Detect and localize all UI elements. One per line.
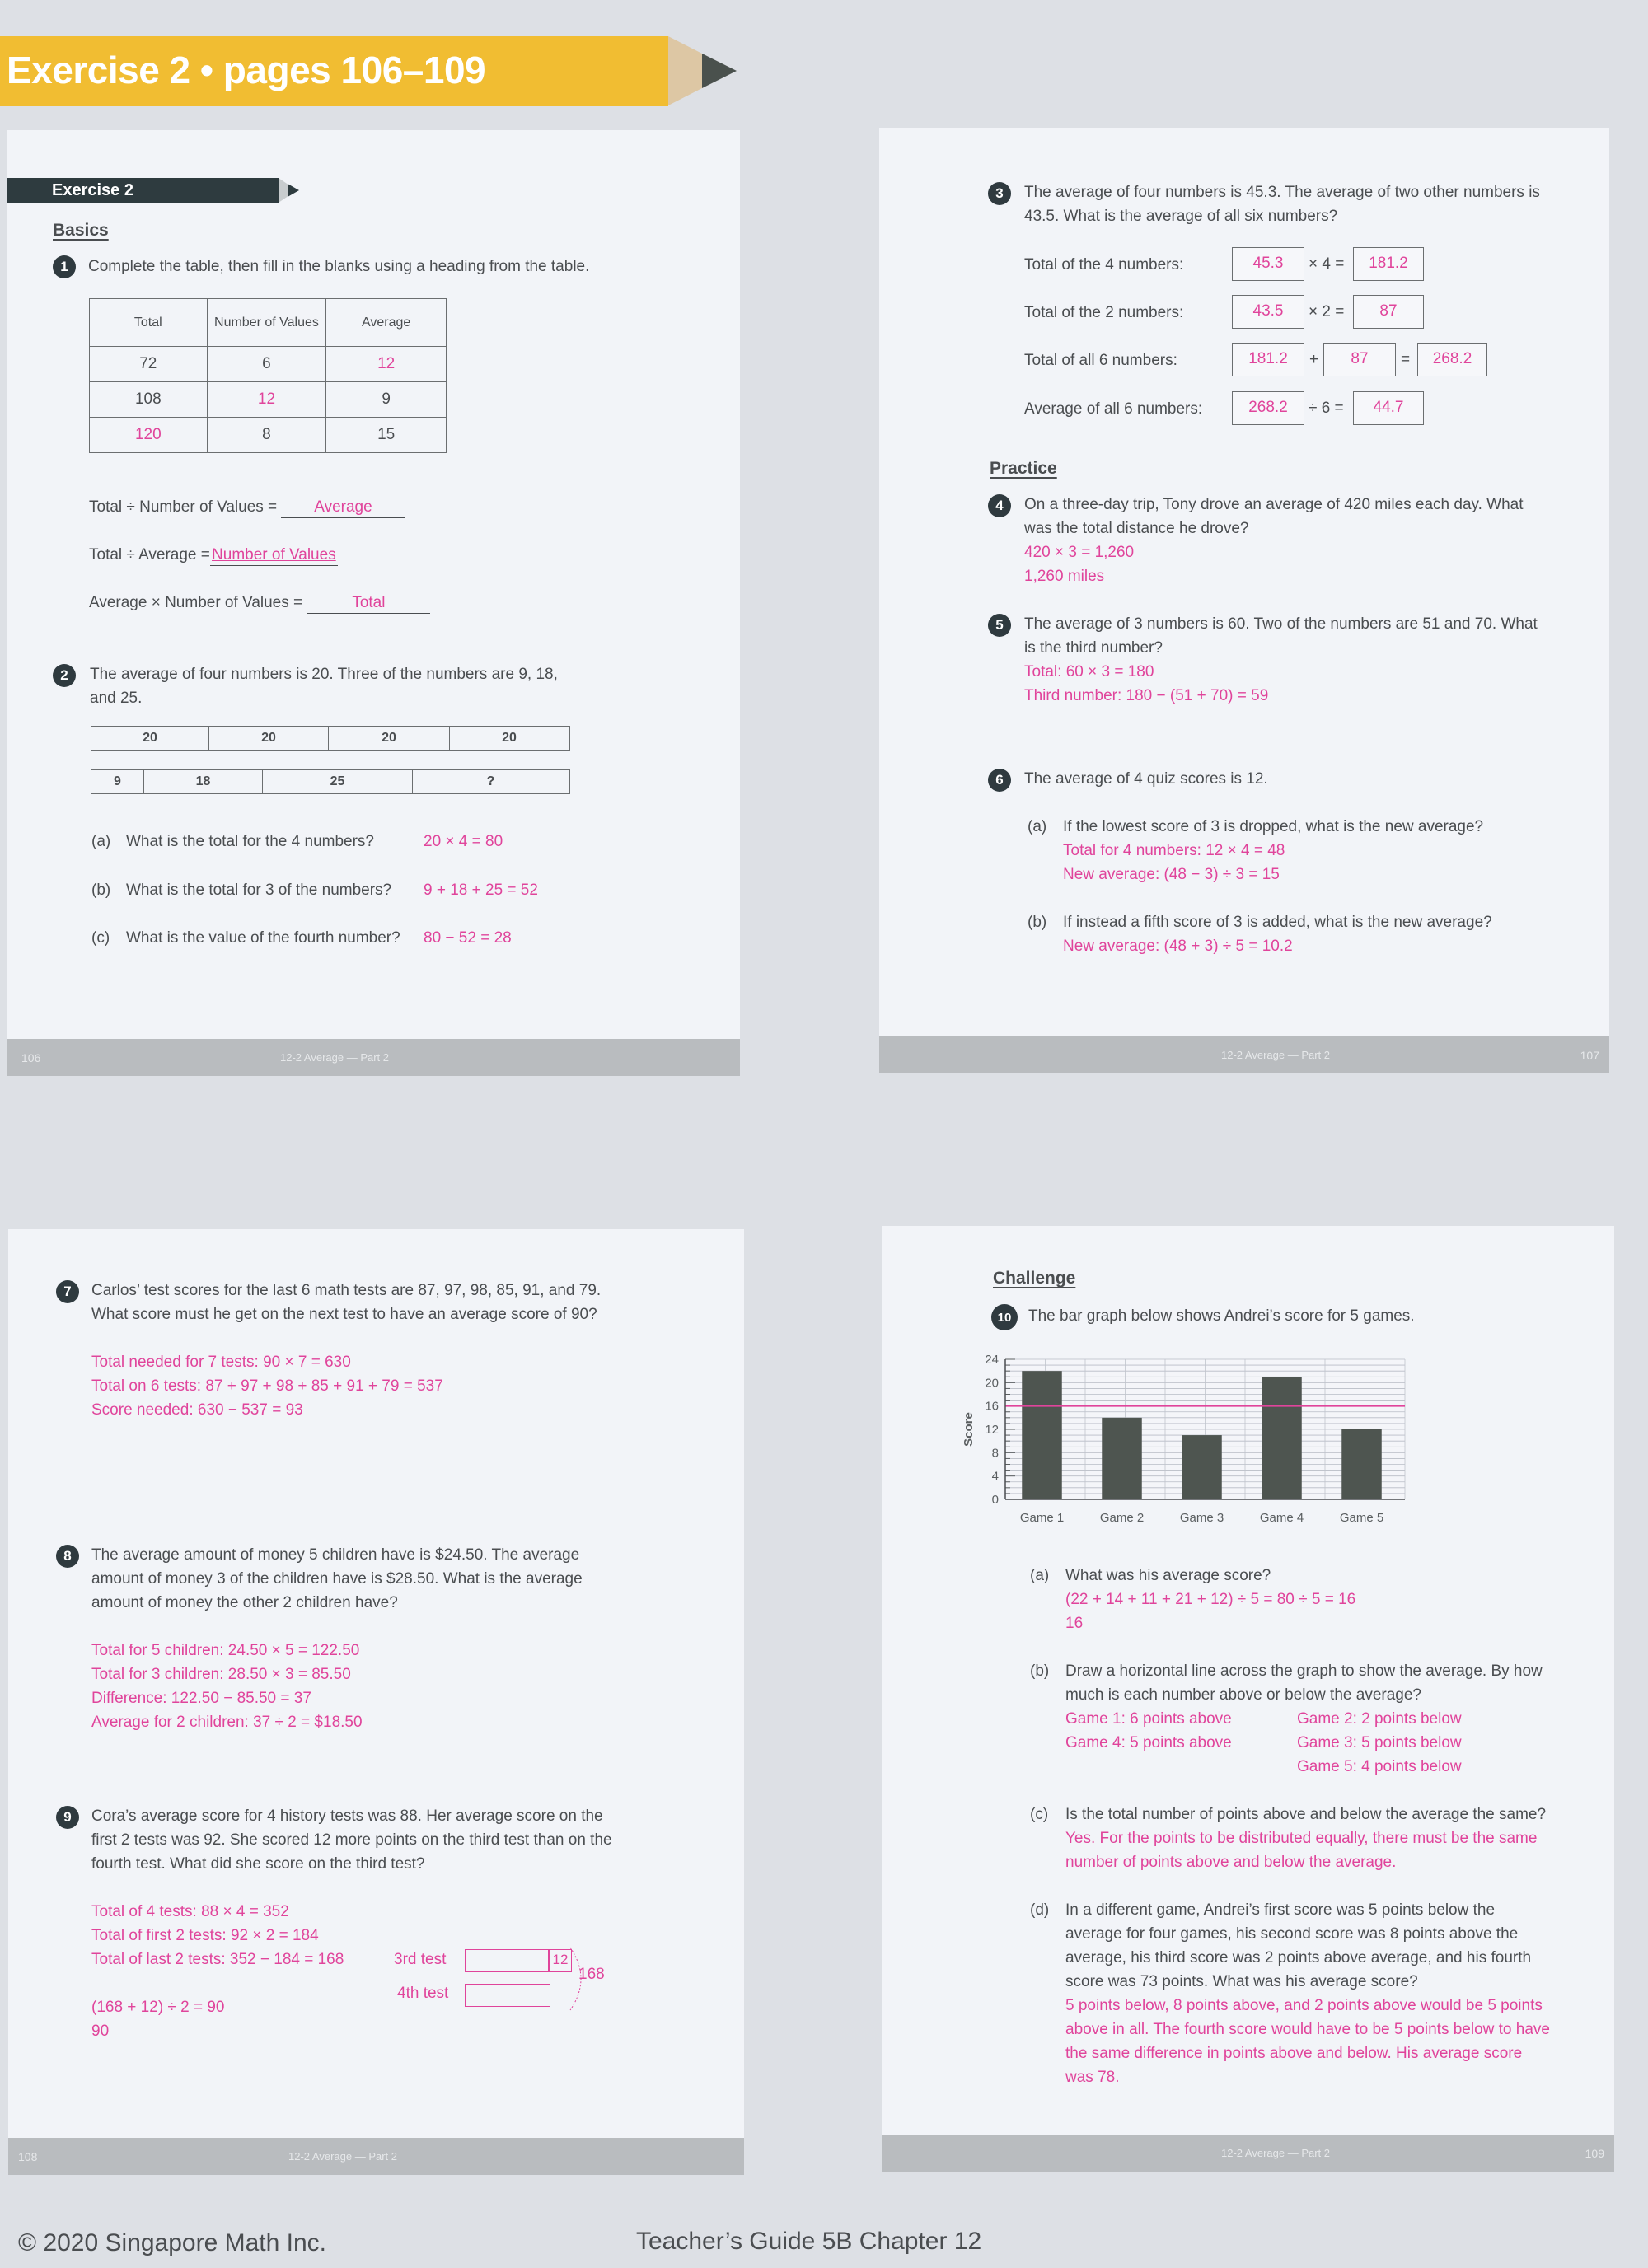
blank-answer: Number of Values [210, 545, 338, 566]
page-number: 108 [18, 2150, 38, 2163]
operator: + [1309, 351, 1319, 368]
question-prompt: amount of money 3 of the children have is $28.50. What is the average [91, 1570, 583, 1588]
part-question: If instead a fifth score of 3 is added, what is the new average? [1063, 914, 1492, 931]
svg-text:24: 24 [985, 1353, 999, 1367]
bar-model-bottom [91, 769, 570, 794]
question-number-badge: 9 [56, 1806, 79, 1829]
table-header: Average [326, 299, 447, 347]
blank-lhs: Total ÷ Average = [89, 546, 210, 563]
exercise-banner [0, 36, 742, 106]
question-prompt: first 2 tests was 92. She scored 12 more points on the third test than on the [91, 1831, 612, 1849]
bar-segment: 9 [91, 770, 144, 793]
answer-line: Game 2: 2 points below [1297, 1710, 1462, 1728]
part-answer: 80 − 52 = 28 [424, 929, 512, 947]
question-number-badge: 1 [53, 255, 76, 278]
part-question: average, his third score was 2 points above average, and his fourth [1065, 1949, 1532, 1966]
answer-line: was 78. [1065, 2069, 1120, 2086]
operator: = [1401, 351, 1411, 368]
answer-line: above in all. The fourth score would have to be 5 points below to have [1065, 2021, 1550, 2038]
model-bar-4th [465, 1984, 550, 2007]
answer-box: 181.2 [1232, 343, 1304, 376]
answer-line: Total needed for 7 tests: 90 × 7 = 630 [91, 1354, 351, 1371]
model-total: 168 [578, 1966, 605, 1983]
part-label: (c) [91, 929, 110, 947]
part-question: What was his average score? [1065, 1567, 1271, 1584]
table-cell: 72 [90, 347, 208, 382]
part-label: (a) [91, 833, 111, 850]
part-label: (b) [1030, 1662, 1050, 1680]
answer-box: 87 [1323, 343, 1396, 376]
question-prompt: The average amount of money 5 children have is $24.50. The average [91, 1546, 580, 1564]
answer-line: (168 + 12) ÷ 2 = 90 [91, 1999, 225, 2016]
blank-answer: Total [307, 593, 430, 614]
part-label: (a) [1030, 1567, 1050, 1584]
answer-line: Yes. For the points to be distributed equally, there must be the same [1065, 1830, 1538, 1847]
question-prompt: amount of money the other 2 children have? [91, 1594, 398, 1611]
answer-line: the same difference in points above and below. His average score [1065, 2045, 1523, 2062]
answer-line: Total of first 2 tests: 92 × 2 = 184 [91, 1927, 319, 1944]
answer-box: 181.2 [1353, 247, 1424, 281]
question-number-badge: 3 [988, 182, 1011, 205]
section-heading-practice: Practice [990, 459, 1057, 478]
page-footer [7, 1039, 740, 1076]
question-prompt: The average of 3 numbers is 60. Two of the numbers are 51 and 70. What [1024, 615, 1538, 633]
svg-text:Score: Score [962, 1412, 976, 1447]
table-cell: 9 [326, 382, 447, 418]
part-question: What is the total for 3 of the numbers? [126, 881, 392, 899]
table-cell: 108 [90, 382, 208, 418]
question-number-badge: 6 [988, 769, 1011, 792]
footer-title: 12-2 Average — Part 2 [280, 1051, 390, 1064]
svg-text:Game 1: Game 1 [1019, 1511, 1065, 1525]
svg-text:8: 8 [991, 1446, 999, 1461]
question-number-badge: 7 [56, 1280, 79, 1303]
part-question: What is the total for the 4 numbers? [126, 833, 374, 850]
page-109 [882, 1226, 1614, 2172]
fill-blank-line [89, 495, 405, 519]
part-question: Draw a horizontal line across the graph to show the average. By how [1065, 1662, 1543, 1680]
part-answer: 20 × 4 = 80 [424, 833, 503, 850]
bar-segment: ? [486, 774, 495, 788]
answer-box: 268.2 [1232, 391, 1304, 425]
page-108 [8, 1229, 744, 2175]
part-question: score was 73 points. What was his average score? [1065, 1973, 1418, 1990]
table-row [90, 382, 447, 418]
svg-text:16: 16 [985, 1399, 999, 1414]
bar-segment: 20 [91, 727, 209, 750]
answer-line: 1,260 miles [1024, 568, 1105, 585]
svg-text:4: 4 [991, 1469, 999, 1484]
answer-line: 5 points below, 8 points above, and 2 points above would be 5 points [1065, 1997, 1543, 2014]
table-header: Total [90, 299, 208, 347]
part-question: In a different game, Andrei’s first score was 5 points below the [1065, 1901, 1496, 1919]
part-label: (d) [1030, 1901, 1050, 1919]
operator: ÷ 6 = [1309, 400, 1344, 417]
answer-box: 268.2 [1417, 343, 1487, 376]
page-footer [882, 2135, 1614, 2172]
question-prompt: The average of four numbers is 45.3. The average of two other numbers is [1024, 184, 1540, 201]
table-cell: 6 [207, 347, 326, 382]
question-prompt: The average of 4 quiz scores is 12. [1024, 770, 1268, 788]
exercise-tab-label: Exercise 2 [7, 178, 279, 203]
question-prompt: On a three-day trip, Tony drove an average of 420 miles each day. What [1024, 496, 1524, 513]
part-question: Is the total number of points above and below the average the same? [1065, 1806, 1547, 1823]
pencil-tip-icon [702, 54, 737, 88]
operator: × 2 = [1309, 303, 1345, 320]
page-107 [879, 128, 1609, 1073]
answer-line: Difference: 122.50 − 85.50 = 37 [91, 1690, 311, 1707]
svg-text:Game 2: Game 2 [1099, 1511, 1145, 1525]
bar-chart-svg [956, 1349, 1500, 1531]
table-row [90, 418, 447, 453]
table-cell: 8 [207, 418, 326, 453]
question-number-badge: 2 [53, 664, 76, 687]
blank-lhs: Average × Number of Values = [89, 594, 303, 611]
bar-segment: 20 [329, 727, 450, 750]
table-cell: 15 [326, 418, 447, 453]
question-prompt: and 25. [90, 690, 143, 707]
part-question: What is the value of the fourth number? [126, 929, 400, 947]
question-number-badge: 4 [988, 494, 1011, 517]
svg-text:12: 12 [985, 1423, 999, 1437]
model-label-4th: 4th test [397, 1985, 449, 2002]
banner-pencil-body [0, 36, 668, 106]
row-label: Average of all 6 numbers: [1024, 400, 1203, 418]
book-title: Teacher’s Guide 5B Chapter 12 [636, 2228, 982, 2255]
answer-line: Total: 60 × 3 = 180 [1024, 663, 1154, 680]
model-bar-3rd [465, 1949, 549, 1972]
answer-box: 45.3 [1232, 247, 1304, 281]
operator: × 4 = [1309, 255, 1345, 273]
table-cell-answer: 120 [90, 418, 208, 453]
footer-title: 12-2 Average — Part 2 [1221, 2147, 1331, 2159]
answer-line: Third number: 180 − (51 + 70) = 59 [1024, 687, 1269, 704]
table-cell-answer: 12 [326, 347, 447, 382]
page-number: 106 [21, 1051, 41, 1064]
svg-text:20: 20 [985, 1376, 999, 1391]
footer-title: 12-2 Average — Part 2 [288, 2150, 398, 2163]
answer-line: Game 3: 5 points below [1297, 1734, 1462, 1751]
part-question: average for four games, his second score was 8 points above the [1065, 1925, 1519, 1943]
answer-line: Game 1: 6 points above [1065, 1710, 1232, 1728]
question-number-badge: 8 [56, 1545, 79, 1568]
row-label: Total of the 4 numbers: [1024, 256, 1184, 274]
question-prompt: What score must he get on the next test to have an average score of 90? [91, 1306, 597, 1323]
banner-title: Exercise 2 • pages 106–109 [7, 49, 486, 91]
pencil-tip-icon [288, 184, 299, 197]
footer-title: 12-2 Average — Part 2 [1221, 1049, 1331, 1061]
svg-text:0: 0 [991, 1493, 999, 1507]
answer-line: (22 + 14 + 11 + 21 + 12) ÷ 5 = 80 ÷ 5 = 16 [1065, 1591, 1356, 1608]
page-number: 107 [1580, 1049, 1599, 1062]
fill-blank-line [89, 543, 338, 567]
exercise-tab [7, 178, 303, 203]
answer-line: Total of 4 tests: 88 × 4 = 352 [91, 1903, 289, 1920]
page-106 [7, 130, 740, 1076]
question-prompt: Cora’s average score for 4 history tests was 88. Her average score on the [91, 1807, 603, 1825]
part-answer: 9 + 18 + 25 = 52 [424, 881, 538, 899]
question-prompt: The average of four numbers is 20. Three of the numbers are 9, 18, [90, 666, 558, 683]
table-row [90, 347, 447, 382]
answer-line: New average: (48 + 3) ÷ 5 = 10.2 [1063, 938, 1293, 955]
answer-line: New average: (48 − 3) ÷ 3 = 15 [1063, 866, 1280, 883]
answer-line: Total for 3 children: 28.50 × 3 = 85.50 [91, 1666, 351, 1683]
part-question: much is each number above or below the average? [1065, 1686, 1421, 1704]
answer-line: 90 [91, 2022, 110, 2040]
bar-segment: 20 [502, 731, 517, 745]
question-prompt: Carlos’ test scores for the last 6 math tests are 87, 97, 98, 85, 91, and 79. [91, 1282, 602, 1299]
question-prompt: fourth test. What did she score on the third test? [91, 1855, 425, 1873]
question-prompt: is the third number? [1024, 639, 1163, 657]
answer-line: Average for 2 children: 37 ÷ 2 = $18.50 [91, 1714, 363, 1731]
answer-line: Total for 4 numbers: 12 × 4 = 48 [1063, 842, 1285, 859]
model-bar-extra: 12 [549, 1949, 572, 1972]
blank-lhs: Total ÷ Number of Values = [89, 498, 278, 516]
average-table [89, 298, 447, 453]
bar-segment: 25 [263, 770, 413, 793]
answer-line: Score needed: 630 − 537 = 93 [91, 1401, 303, 1419]
svg-text:Game 5: Game 5 [1339, 1511, 1384, 1525]
row-label: Total of all 6 numbers: [1024, 352, 1177, 369]
page-number: 109 [1585, 2147, 1604, 2160]
answer-line: Game 4: 5 points above [1065, 1734, 1232, 1751]
model-label-3rd: 3rd test [394, 1951, 447, 1968]
question-number-badge: 10 [991, 1304, 1018, 1330]
question-prompt: Complete the table, then fill in the blanks using a heading from the table. [88, 258, 590, 275]
part-label: (a) [1028, 818, 1047, 835]
answer-box: 43.5 [1232, 295, 1304, 329]
part-label: (c) [1030, 1806, 1049, 1823]
row-label: Total of the 2 numbers: [1024, 304, 1184, 321]
section-heading-basics: Basics [53, 221, 109, 240]
answer-line: Total of last 2 tests: 352 − 184 = 168 [91, 1951, 344, 1968]
fill-blank-line [89, 591, 430, 615]
svg-text:Game 3: Game 3 [1179, 1511, 1224, 1525]
answer-line: number of points above and below the average. [1065, 1854, 1397, 1871]
answer-box: 44.7 [1353, 391, 1424, 425]
table-cell-answer: 12 [207, 382, 326, 418]
part-question: If the lowest score of 3 is dropped, what is the new average? [1063, 818, 1484, 835]
bar-model-top [91, 726, 570, 751]
svg-text:Game 4: Game 4 [1259, 1511, 1304, 1525]
blank-answer: Average [281, 498, 405, 518]
part-label: (b) [1028, 914, 1047, 931]
section-heading-challenge: Challenge [993, 1269, 1076, 1288]
answer-line: 420 × 3 = 1,260 [1024, 544, 1135, 561]
part-label: (b) [91, 881, 111, 899]
question-prompt: 43.5. What is the average of all six numbers? [1024, 208, 1338, 225]
page-footer [879, 1036, 1609, 1073]
copyright: © 2020 Singapore Math Inc. [18, 2229, 327, 2256]
answer-line: 16 [1065, 1615, 1084, 1632]
answer-line: Total for 5 children: 24.50 × 5 = 122.50 [91, 1642, 360, 1659]
question-prompt: The bar graph below shows Andrei’s score for 5 games. [1028, 1307, 1415, 1325]
bar-segment: 18 [144, 770, 263, 793]
bar-segment: 20 [209, 727, 329, 750]
answer-box: 87 [1353, 295, 1424, 329]
table-header: Number of Values [207, 299, 326, 347]
bar-chart [956, 1349, 1500, 1531]
question-number-badge: 5 [988, 614, 1011, 637]
page-footer [8, 2138, 744, 2175]
question-prompt: was the total distance he drove? [1024, 520, 1249, 537]
answer-line: Game 5: 4 points below [1297, 1758, 1462, 1775]
answer-line: Total on 6 tests: 87 + 97 + 98 + 85 + 91 + 79 = 537 [91, 1377, 443, 1395]
